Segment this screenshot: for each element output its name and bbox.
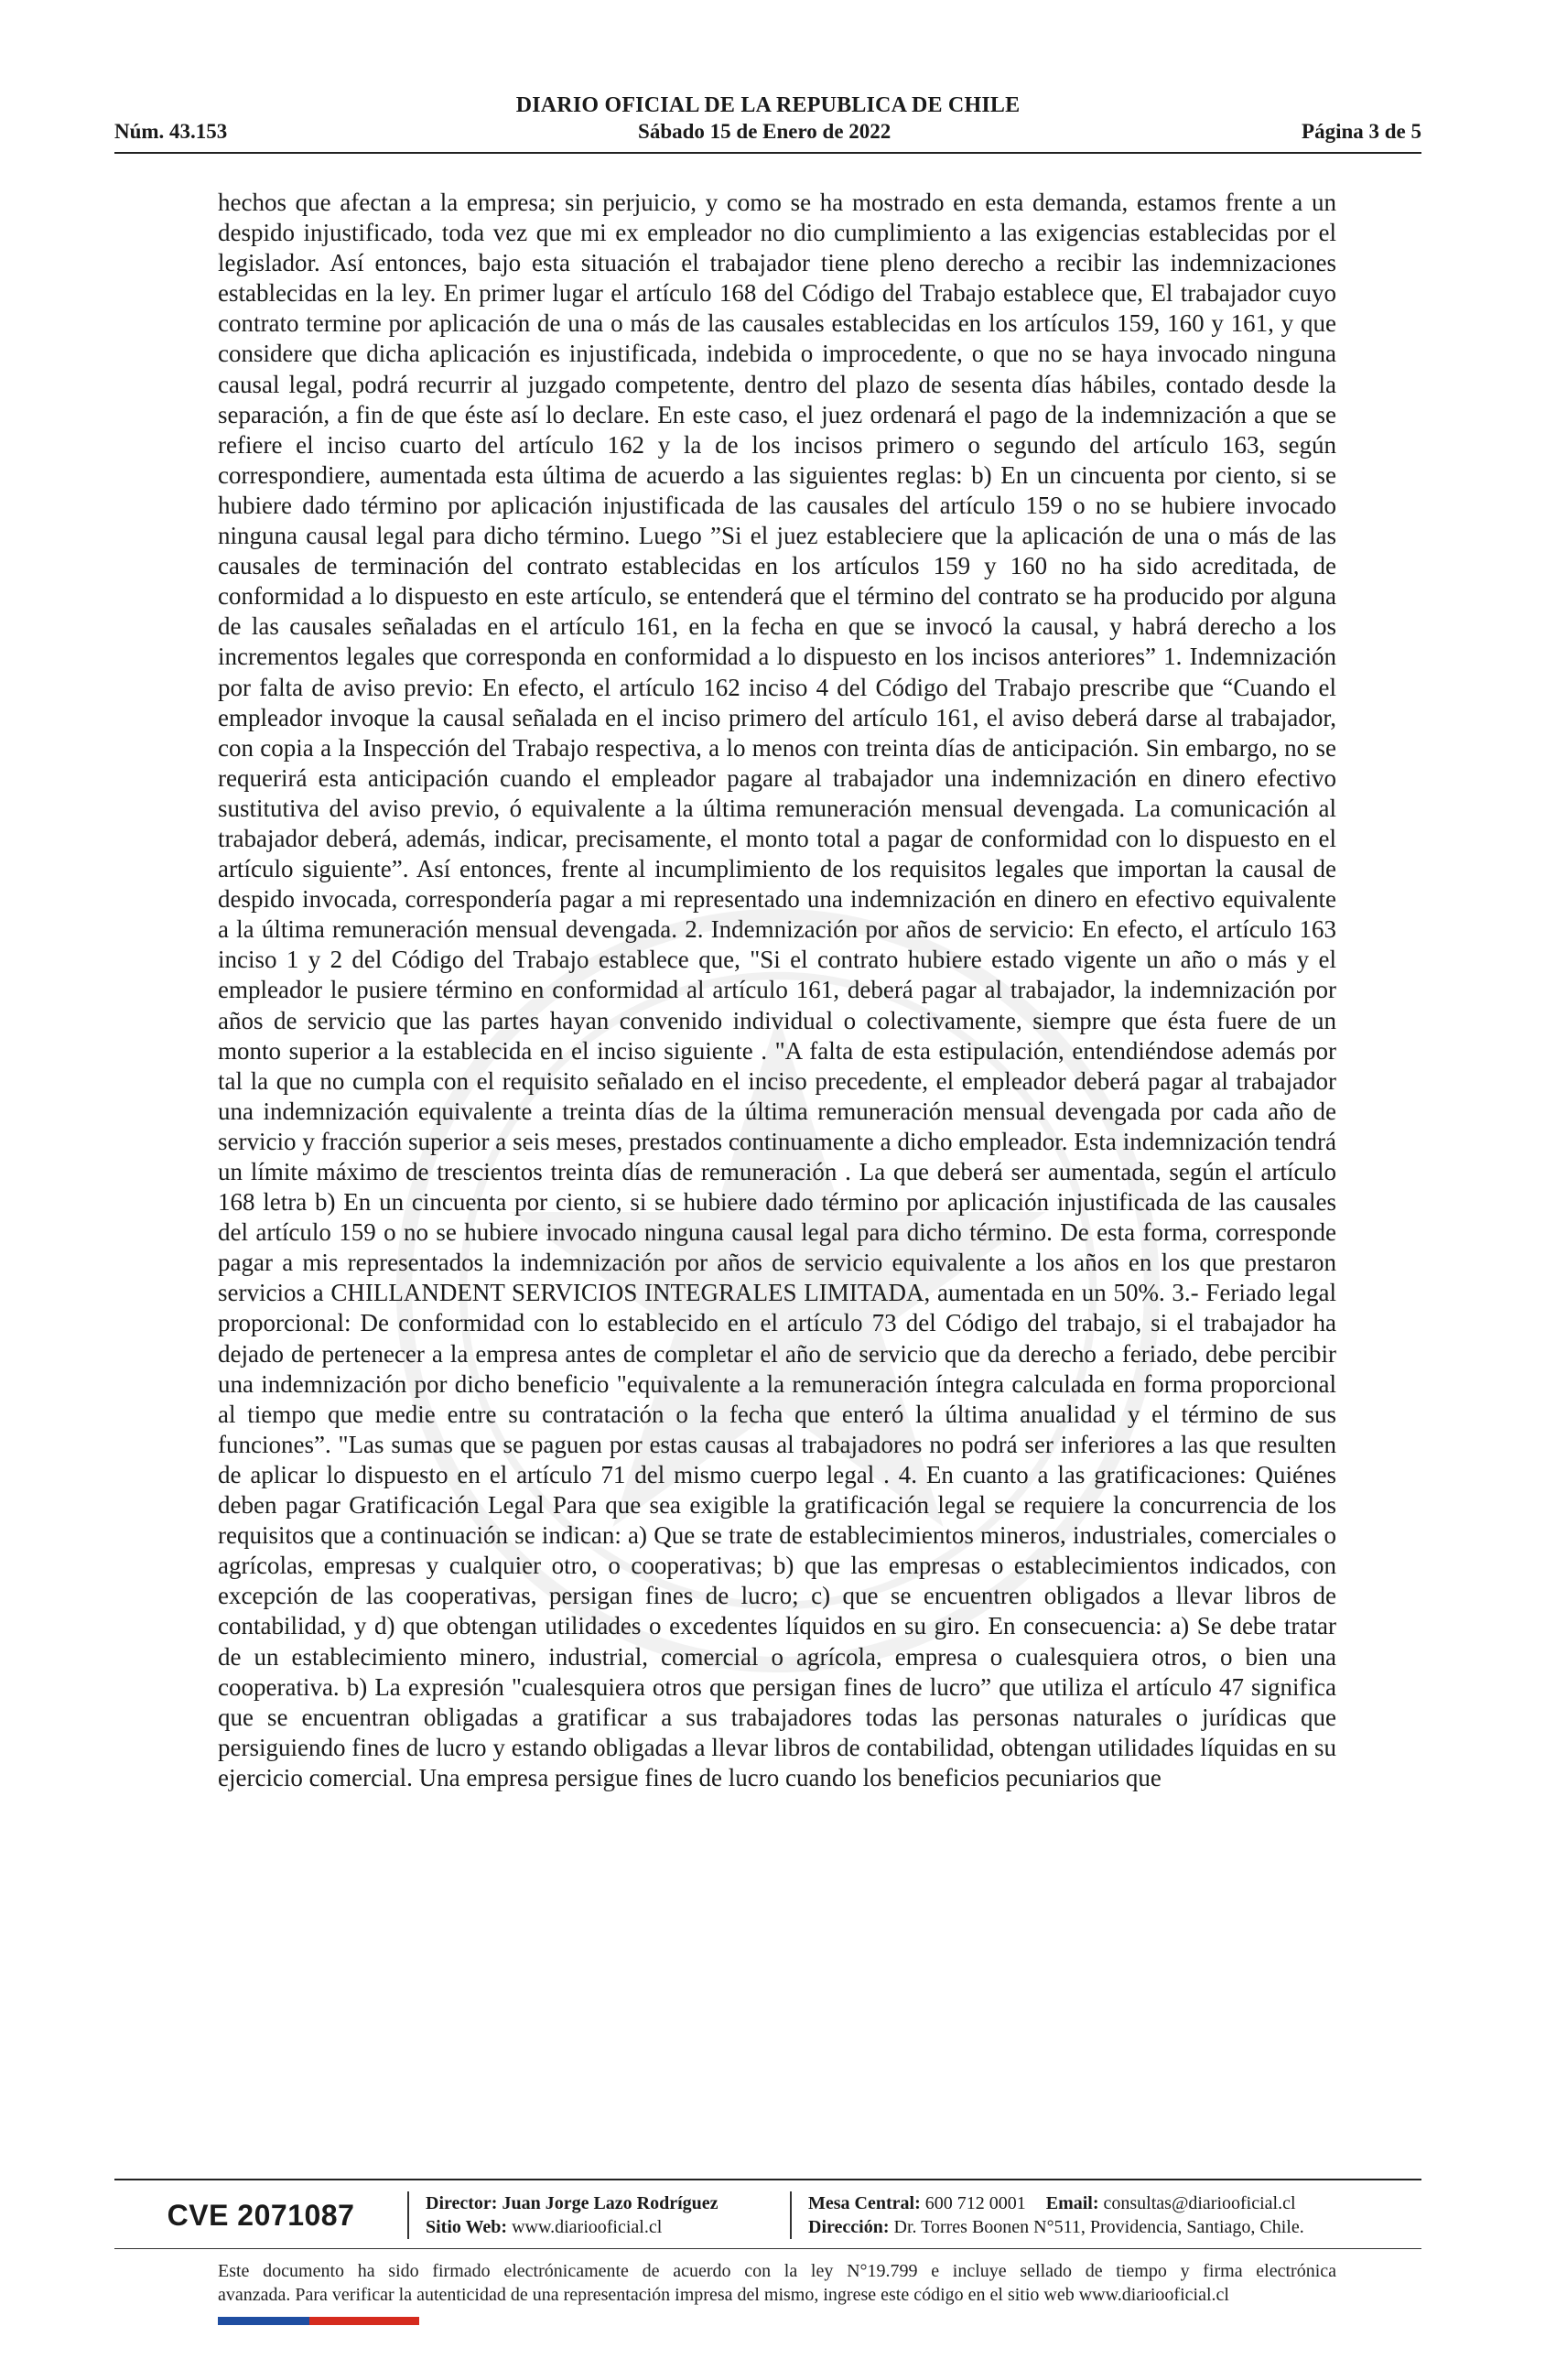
footer-divider-bottom [114, 2248, 1421, 2249]
director-name: Juan Jorge Lazo Rodríguez [502, 2193, 719, 2213]
director-label: Director: [426, 2193, 498, 2213]
address-label: Dirección: [808, 2217, 890, 2237]
email-label: Email: [1045, 2193, 1099, 2213]
issue-number: Núm. 43.153 [114, 120, 228, 143]
chile-flag-stripe [218, 2317, 419, 2325]
footer-director-column [409, 2191, 790, 2239]
footer-contact-column [792, 2191, 1421, 2239]
footer-divider-top [114, 2179, 1421, 2180]
cve-code: CVE 2071087 [167, 2198, 355, 2232]
legal-note-line-2: avanzada. Para verificar la autenticidad de una representación impresa del mismo, ingrese este código en el sitio web www.diariooficial.cl [218, 2285, 1229, 2305]
flag-red-segment [309, 2317, 419, 2325]
header-divider [114, 152, 1421, 154]
document-body [218, 188, 1336, 1793]
legal-note-line-1: Este documento ha sido firmado electrónicamente de acuerdo con la ley N°19.799 e incluye sellado de tiempo y firma electrónica [218, 2261, 1336, 2281]
page-number: Página 3 de 5 [1302, 120, 1421, 143]
flag-blue-segment [218, 2317, 309, 2325]
address-text: Dr. Torres Boonen N°511, Providencia, Santiago, Chile. [893, 2217, 1304, 2237]
issue-date: Sábado 15 de Enero de 2022 [638, 120, 891, 143]
body-paragraph: hechos que afectan a la empresa; sin perjuicio, y como se ha mostrado en esta demanda, estamos frente a un despido injustificado, toda vez que mi ex empleador no dio cumplimiento a las exigencias establecidas por el legislador. Así entonces, bajo esta situación el trabajador tiene pleno derecho a recibir las indemnizaciones establecidas en la ley. En primer lugar el artículo 168 del Código del Trabajo establece que, El trabajador cuyo contrato termine por aplicación de una o más de las causales establecidas en los artículos 159, 160 y 161, y que considere que dicha aplicación es injustificada, indebida o improcedente, o que no se haya invocado ninguna causal legal, podrá recurrir al juzgado competente, dentro del plazo de sesenta días hábiles, contado desde la separación, a fin de que éste así lo declare. En este caso, el juez ordenará el pago de la indemnización a que se refiere el inciso cuarto del artículo 162 y la de los incisos primero o segundo del artículo 163, según correspondiere, aumentada esta última de acuerdo a las siguientes reglas: b) En un cincuenta por ciento, si se hubiere dado término por aplicación injustificada de las causales del artículo 159 o no se hubiere invocado ninguna causal legal para dicho término. Luego ”Si el juez estableciere que la aplicación de una o más de las causales de terminación del contrato establecidas en los artículos 159 y 160 no ha sido acreditada, de conformidad a lo dispuesto en este artículo, se entenderá que el término del contrato se ha producido por alguna de las causales señaladas en el artículo 161, en la fecha en que se invocó la causal, y habrá derecho a los incrementos legales que corresponda en conformidad a lo dispuesto en los incisos anteriores” 1. Indemnización por falta de aviso previo: En efecto, el artículo 162 inciso 4 del Código del Trabajo prescribe que “Cuando el empleador invoque la causal señalada en el inciso primero del artículo 161, el aviso deberá darse al trabajador, con copia a la Inspección del Trabajo respectiva, a lo menos con treinta días de anticipación. Sin embargo, no se requerirá esta anticipación cuando el empleador pagare al trabajador una indemnización en dinero efectivo sustitutiva del aviso previo, ó equivalente a la última remuneración mensual devengada. La comunicación al trabajador deberá, además, indicar, precisamente, el monto total a pagar de conformidad con lo dispuesto en el artículo siguiente”. Así entonces, frente al incumplimiento de los requisitos legales que importan la causal de despido invocada, correspondería pagar a mi representado una indemnización en dinero en efectivo equivalente a la última remuneración mensual devengada. 2. Indemnización por años de servicio: En efecto, el artículo 163 inciso 1 y 2 del Código del Trabajo establece que, "Si el contrato hubiere estado vigente un año o más y el empleador le pusiere término en conformidad al artículo 161, deberá pagar al trabajador, la indemnización por años de servicio que las partes hayan convenido individual o colectivamente, siempre que ésta fuere de un monto superior a la establecida en el inciso siguiente . "A falta de esta estipulación, entendiéndose además por tal la que no cumpla con el requisito señalado en el inciso precedente, el empleador deberá pagar al trabajador una indemnización equivalente a treinta días de la última remuneración mensual devengada por cada año de servicio y fracción superior a seis meses, prestados continuamente a dicho empleador. Esta indemnización tendrá un límite máximo de trescientos treinta días de remuneración . La que deberá ser aumentada, según el artículo 168 letra b) En un cincuenta por ciento, si se hubiere dado término por aplicación injustificada de las causales del artículo 159 o no se hubiere invocado ninguna causal legal para dicho término. De esta forma, corresponde pagar a mis representados la indemnización por años de servicio equivalente a los años en los que prestaron servicios a CHILLANDENT SERVICIOS INTEGRALES LIMITADA, aumentada en un 50%. 3.- Feriado legal proporcional: De conformidad con lo establecido en el artículo 73 del Código del trabajo, si el trabajador ha dejado de pertenecer a la empresa antes de completar el año de servicio que da derecho a feriado, debe percibir una indemnización por dicho beneficio "equivalente a la remuneración íntegra calculada en forma proporcional al tiempo que medie entre su contratación o la fecha que enteró la última anualidad y el término de sus funciones”. "Las sumas que se paguen por estas causas al trabajadores no podrá ser inferiores a las que resulten de aplicar lo dispuesto en el artículo 71 del mismo cuerpo legal . 4. En cuanto a las gratificaciones: Quiénes deben pagar Gratificación Legal Para que sea exigible la gratificación legal se requiere la concurrencia de los requisitos que a continuación se indican: a) Que se trate de establecimientos mineros, industriales, comerciales o agrícolas, empresas y cualquier otro, o cooperativas; b) que las empresas o establecimientos indicados, con excepción de las cooperativas, persigan fines de lucro; c) que se encuentren obligados a llevar libros de contabilidad, y d) que obtengan utilidades o excedentes líquidos en su giro. En consecuencia: a) Se debe tratar de un establecimiento minero, industrial, comercial o agrícola, empresa o cualesquiera otros, o bien una cooperativa. b) La expresión "cualesquiera otros que persigan fines de lucro” que utiliza el artículo 47 significa que se encuentran obligadas a gratificar a sus trabajadores todas las personas naturales o jurídicas que persiguiendo fines de lucro y estando obligadas a llevar libros de contabilidad, obtengan utilidades líquidas en su ejercicio comercial. Una empresa persigue fines de lucro cuando los beneficios pecuniarios que [218, 189, 1336, 1791]
phone-number: 600 712 0001 [924, 2193, 1026, 2213]
phone-label: Mesa Central: [808, 2193, 921, 2213]
website-link[interactable]: www.diariooficial.cl [512, 2217, 663, 2237]
email-link[interactable]: consultas@diariooficial.cl [1103, 2193, 1296, 2213]
footer-info-bar [114, 2188, 1421, 2243]
header-meta-row [114, 119, 1421, 145]
page-header [114, 92, 1421, 145]
footer-legal-note [218, 2259, 1336, 2307]
newspaper-title: DIARIO OFICIAL DE LA REPUBLICA DE CHILE [515, 93, 1021, 117]
website-label: Sitio Web: [426, 2217, 508, 2237]
